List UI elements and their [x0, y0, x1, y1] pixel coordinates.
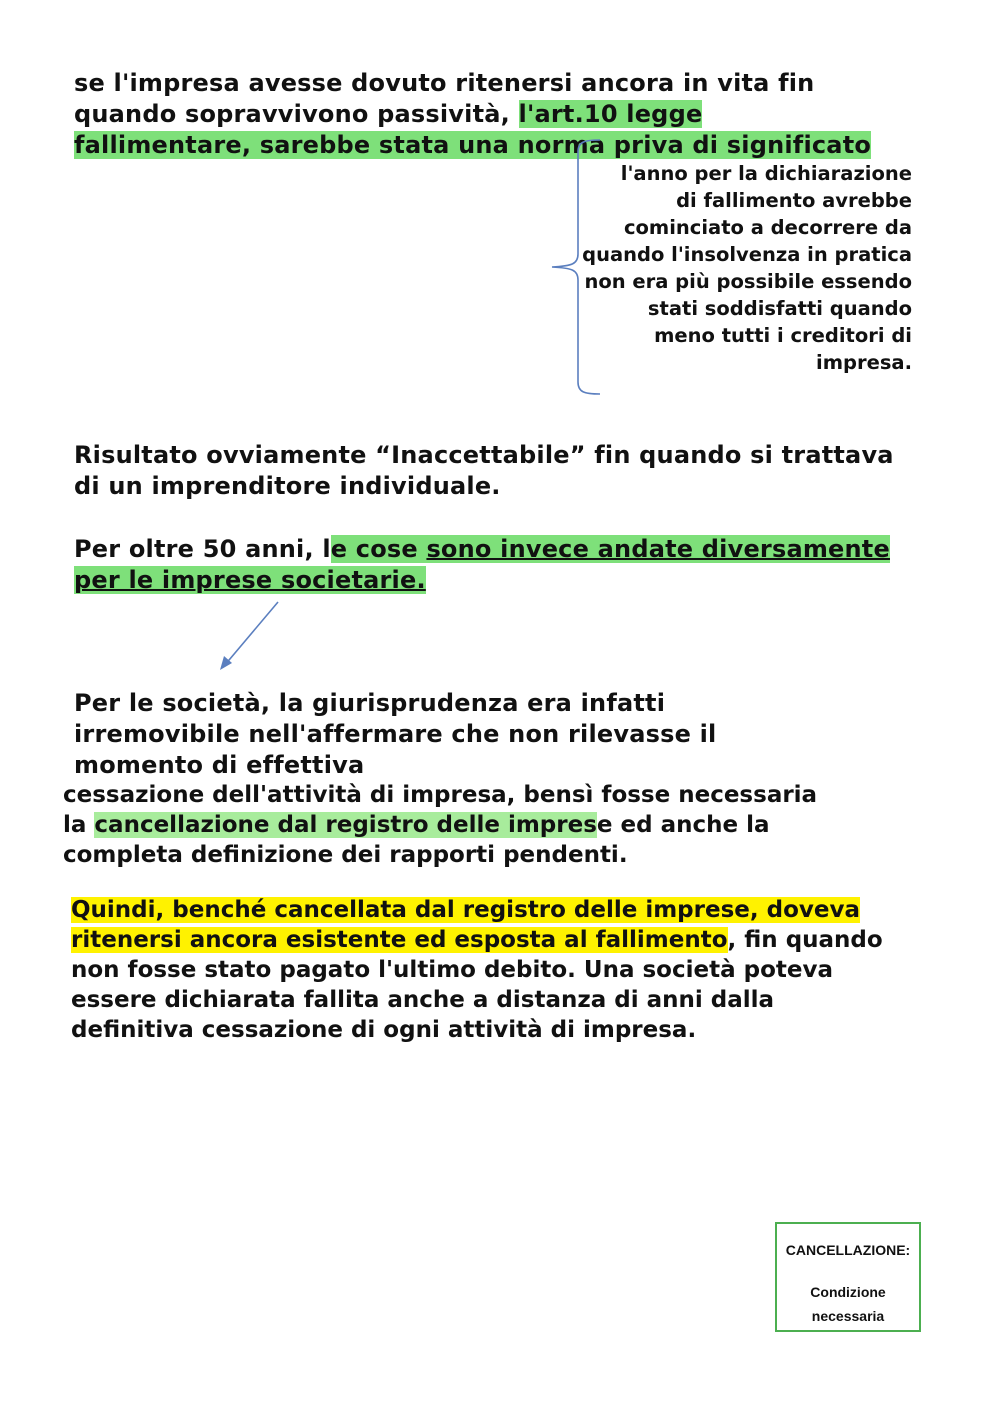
summary-box-title: CANCELLAZIONE:	[785, 1242, 911, 1258]
p1-highlight: l'art.10 legge fallimentare, sarebbe stata una norma priva di significato	[74, 100, 872, 159]
summary-box-subtitle	[777, 1280, 919, 1328]
p1-text: se l'impresa avesse dovuto ritenersi ancora in vita fin quando sopravvivono passività,	[74, 69, 815, 128]
p4-text: Per le società, la giurisprudenza era infatti irremovibile nell'affermare che non rilevasse il momento di effettiva	[74, 689, 717, 779]
side-note-line: stati soddisfatti quando	[647, 297, 912, 320]
arrow-down-left-icon	[210, 598, 290, 678]
p3-highlight: e cose	[330, 535, 427, 563]
side-note-line: quando l'insolvenza in pratica	[582, 243, 912, 266]
side-note-line: non era più possibile essendo	[584, 270, 912, 293]
summary-box-line: Condizione	[810, 1284, 886, 1300]
paragraph-quindi	[71, 895, 901, 1045]
p2-text: Risultato ovviamente “Inaccettabile” fin quando si trattava di un imprenditore individuale.	[74, 441, 894, 500]
p3-highlight-underlined: sono invece andate diversamente per le imprese societarie.	[74, 535, 890, 594]
paragraph-cessazione	[63, 780, 823, 870]
side-note	[560, 160, 912, 376]
paragraph-art10	[74, 68, 874, 161]
paragraph-risultato	[74, 440, 904, 502]
p6-highlight: Quindi, benché cancellata dal registro delle imprese, doveva ritenersi ancora esistente ed esposta al fallimento	[71, 897, 860, 953]
p3-text: Per oltre 50 anni, l	[74, 535, 331, 563]
summary-box	[775, 1222, 921, 1332]
p5-text: cessazione dell'attività di impresa, bensì fosse necessaria la	[63, 782, 818, 838]
side-note-line: cominciato a decorrere da	[623, 216, 912, 239]
summary-box-line: necessaria	[811, 1308, 885, 1324]
p5-highlight: cancellazione dal registro delle impres	[94, 812, 597, 838]
paragraph-50-anni	[74, 534, 894, 596]
side-note-line: meno tutti i creditori di	[654, 324, 912, 347]
side-note-line: l'anno per la dichiarazione	[620, 162, 912, 185]
p5-text-end: e ed anche la completa definizione dei rapporti pendenti.	[63, 812, 770, 868]
paragraph-giurisprudenza	[74, 688, 834, 781]
p6-text: , fin quando non fosse stato pagato l'ultimo debito. Una società poteva essere dichiarata fallita anche a distanza di anni dalla definitiva cessazione di ogni attività di impresa.	[71, 927, 883, 1043]
side-note-line: di fallimento avrebbe	[676, 189, 912, 212]
side-note-line: impresa.	[816, 351, 912, 374]
